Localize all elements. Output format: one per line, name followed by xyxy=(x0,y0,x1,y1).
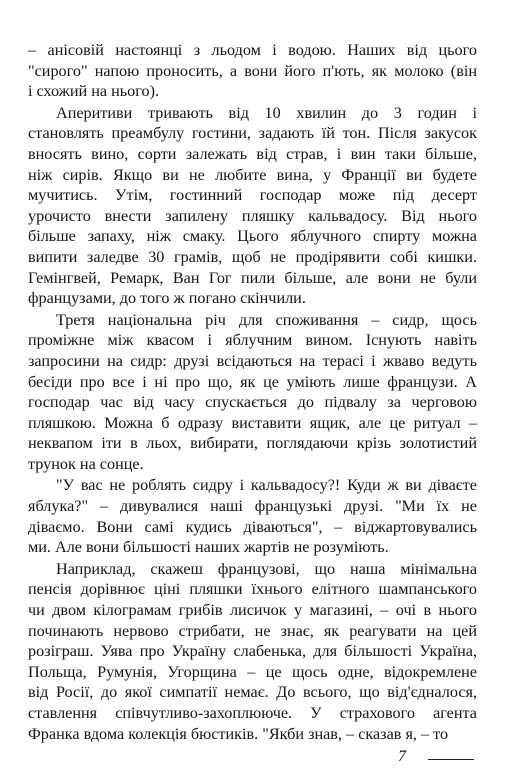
text-line: яблука?" – дивувалися наші французькі друзі. "Ми їх не xyxy=(28,497,477,516)
text-line: Гемінгвей, Ремарк, Ван Гог пили більше, але вони не були xyxy=(28,268,477,287)
text-line: пенсія дорівнює ціні пляшки їхнього елітного шампанського xyxy=(28,580,477,599)
paragraph xyxy=(28,559,477,744)
text-line: Аперитиви тривають від 10 хвилин до 3 годин і xyxy=(56,103,477,122)
text-line: розіграш. Уява про Україну слабенька, для більшості Україна, xyxy=(28,642,477,661)
text-line: становлять преамбулу гостини, задають їй тон. Після закусок xyxy=(28,124,477,143)
text-line: починають нервово стрибати, не знає, як реагувати на цей xyxy=(28,621,477,640)
text-line: мучитись. Утім, гостинний господар може під десерт xyxy=(28,186,477,205)
text-line: від Росії, до якої симпатії немає. До всього, що від'єдналося, xyxy=(28,683,477,702)
text-line: Третя національна річ для споживання – сидр, щось xyxy=(56,310,477,329)
body-text xyxy=(28,40,477,744)
text-line: урочисто внести запилену пляшку кальвадосу. Від нього xyxy=(28,206,477,225)
paragraph xyxy=(28,310,477,475)
text-line: "У вас не роблять сидру і кальвадосу?! Куди ж ви діваєте xyxy=(56,476,477,495)
page-number: 7 xyxy=(398,748,406,765)
paragraph xyxy=(28,475,477,557)
text-line: ніж сирів. Якщо ви не любите вина, у Франції ви будете xyxy=(28,165,477,184)
text-line: пляшкою. Можна б одразу виставити ящик, але це ритуал – xyxy=(28,413,477,432)
text-line: Франка вдома колекція бюстиків. "Якби знав, – сказав я, – то xyxy=(28,724,449,743)
text-line: більше запаху, ніж смаку. Цього яблучного спирту можна xyxy=(28,227,477,246)
text-line: Наприклад, скажеш французові, що наша мінімальна xyxy=(56,559,477,578)
text-line: бесіди про все і ні про що, як це уміють лише французи. А xyxy=(28,372,477,391)
text-line: вносять вино, сорти залежать від страв, і вин таки більше, xyxy=(28,144,477,163)
text-line: запросини на сидр: друзі всідаються на терасі і жваво ведуть xyxy=(28,351,477,370)
text-line: чи двом кілограмам грибів лисичок у магазині, – очі в нього xyxy=(28,601,477,620)
text-line: господар час від часу спускається до підвалу за черговою xyxy=(28,393,477,412)
text-line: Польща, Румунія, Угорщина – це щось одне, відокремлене xyxy=(28,662,477,681)
text-line: трунок на сонце. xyxy=(28,454,144,473)
paragraph xyxy=(28,103,477,309)
text-line: випити заледве 30 грамів, щоб не продірявити собі кишки. xyxy=(28,247,477,266)
text-line: ми. Але вони більшості наших жартів не розуміють. xyxy=(28,538,389,557)
page-footer xyxy=(0,748,505,772)
text-line: і схожий на нього). xyxy=(28,82,160,101)
text-line: ставлення співчутливо-захоплююче. У страхового агента xyxy=(28,704,477,722)
footer-rule xyxy=(428,759,474,760)
text-line: діваємо. Вони самі кудись діваються", – віджартовувались xyxy=(28,517,477,536)
text-line: проміжне між квасом і яблучним вином. Існують навіть xyxy=(28,331,477,350)
text-line: французами, до того ж погано скінчили. xyxy=(28,289,306,308)
paragraph xyxy=(28,40,477,102)
text-line: неквапом іти в льох, вибирати, поглядаючи крізь золотистий xyxy=(28,434,477,453)
text-line: "сирого" напою проносить, а вони його п'ють, як молоко (він xyxy=(28,61,477,80)
text-line: – анісовій настоянці з льодом і водою. Наших від цього xyxy=(28,41,477,59)
